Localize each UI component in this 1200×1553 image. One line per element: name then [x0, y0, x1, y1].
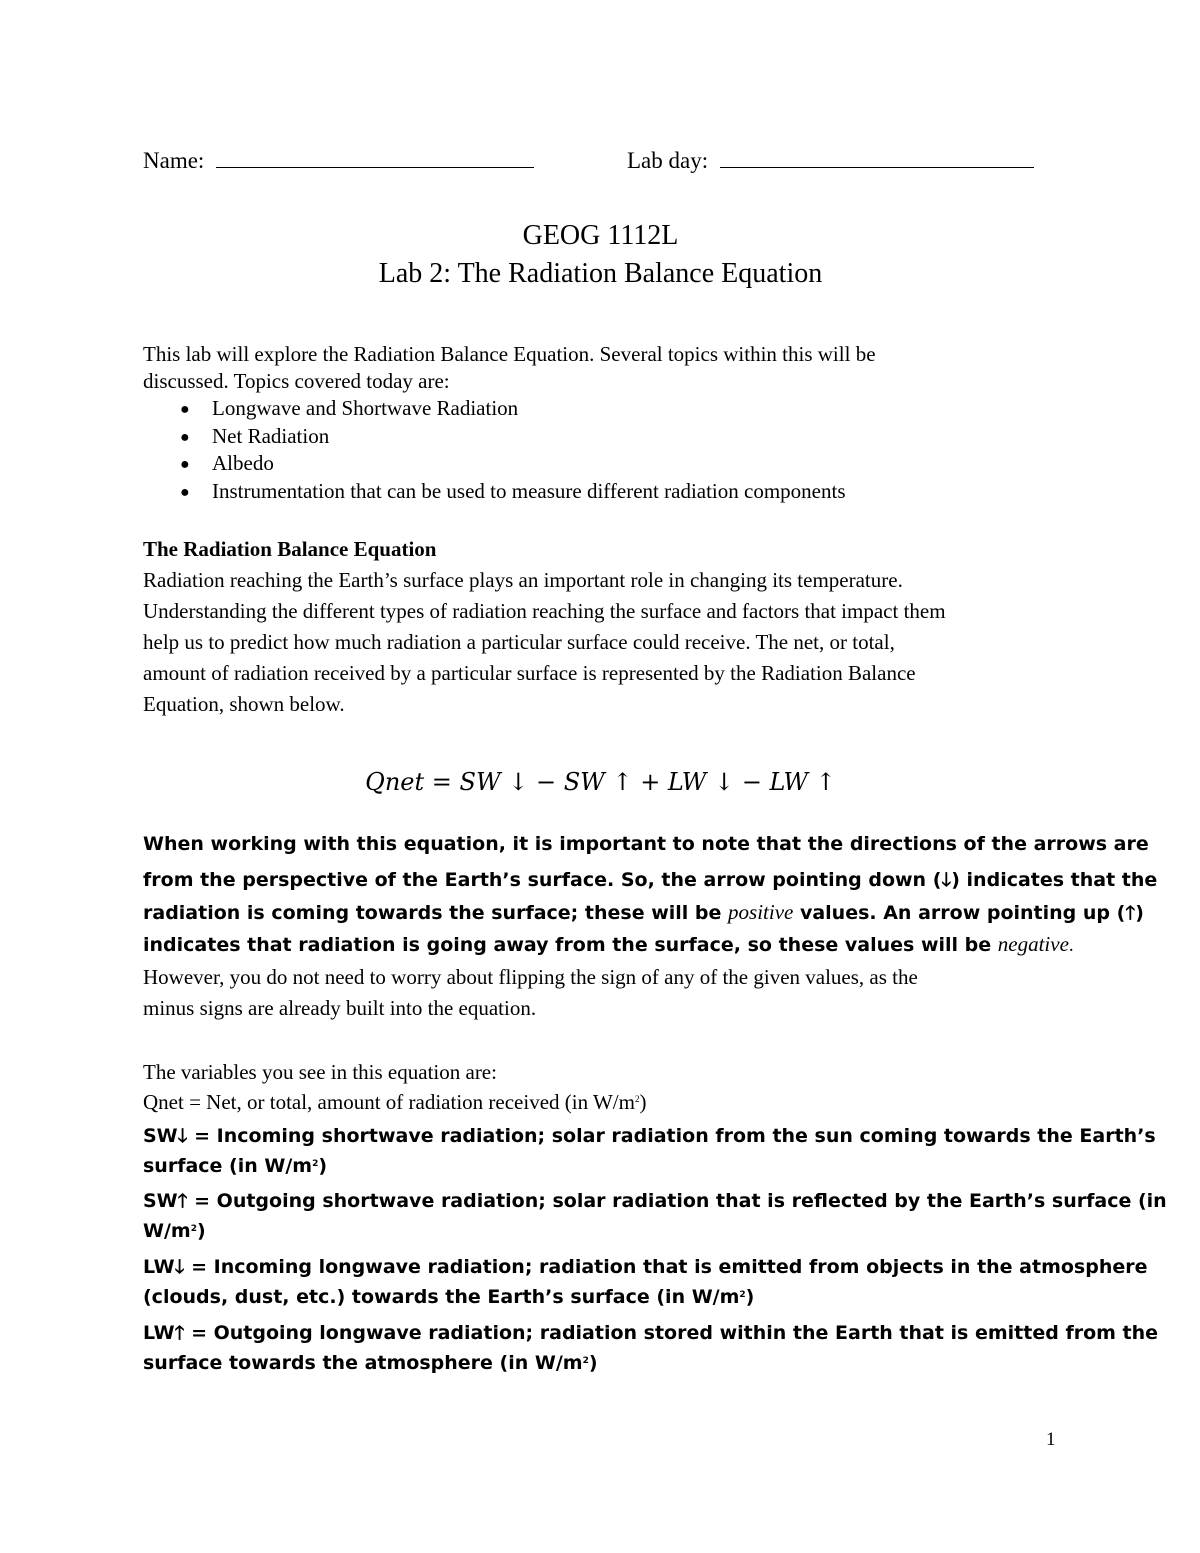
list-item: ● Longwave and Shortwave Radiation [180, 396, 519, 420]
name-field[interactable] [143, 145, 534, 174]
variable-sw-down-1: SW🡓 = Incoming shortwave radiation; solar radiation from the sun coming towards the Earth’s [143, 1125, 1156, 1147]
variables-intro: The variables you see in this equation are: [143, 1060, 497, 1084]
name-blank[interactable] [216, 145, 534, 168]
variable-lw-up-1: LW🡑 = Outgoing longwave radiation; radiation stored within the Earth that is emitted from the [143, 1322, 1159, 1344]
labday-blank[interactable] [720, 145, 1034, 168]
variable-lw-up-2: surface towards the atmosphere (in $W/m^2$) [143, 1352, 598, 1374]
section-line-5: Equation, shown below. [143, 692, 345, 716]
page-number: 1 [1046, 1429, 1056, 1450]
variable-qnet: Qnet = Net, or total, amount of radiation received (in $W/m^2$) [143, 1090, 647, 1114]
variable-lw-down-2: (clouds, dust, etc.) towards the Earth’s surface (in $W/m^2$) [143, 1286, 755, 1308]
radiation-balance-equation: Qnet = SW ↓ − SW ↑ + LW ↓ − LW ↑ [365, 768, 836, 796]
note-line-4: indicates that radiation is going away from the surface, so these values will be negative. [143, 932, 1074, 956]
bullet-icon: ● [180, 401, 190, 418]
variable-sw-up-1: SW🡑 = Outgoing shortwave radiation; solar radiation that is reflected by the Earth’s surface (in [143, 1190, 1167, 1212]
bullet-icon: ● [180, 428, 190, 446]
list-item: ● Albedo [180, 451, 274, 475]
bullet-icon: ● [180, 483, 190, 501]
name-label: Name: [143, 148, 205, 173]
labday-label: Lab day: [627, 148, 709, 173]
section-line-1: Radiation reaching the Earth’s surface plays an important role in changing its temperature. [143, 568, 903, 592]
note-line-6: minus signs are already built into the equation. [143, 996, 537, 1020]
topic-list [143, 396, 846, 506]
section-heading: The Radiation Balance Equation [143, 537, 437, 561]
note-line-3: radiation is coming towards the surface; these will be positive values. An arrow pointing up (🡑) [143, 900, 1144, 924]
list-item: ● Instrumentation that can be used to measure different radiation components [180, 478, 846, 503]
bullet-icon: ● [180, 456, 190, 473]
variable-sw-up-2: $W/m^2$) [143, 1220, 206, 1242]
lab-title: Lab 2: The Radiation Balance Equation [378, 258, 823, 289]
labday-field[interactable] [627, 145, 1034, 174]
note-line-2: from the perspective of the Earth’s surface. So, the arrow pointing down (🡓) indicates that the [143, 869, 1158, 891]
intro-line-2: discussed. Topics covered today are: [143, 369, 450, 393]
intro-line-1: This lab will explore the Radiation Balance Equation. Several topics within this will be [143, 342, 876, 366]
note-line-5: However, you do not need to worry about flipping the sign of any of the given values, as the [143, 965, 918, 989]
section-line-2: Understanding the different types of radiation reaching the surface and factors that impact them [143, 599, 946, 623]
variable-sw-down-2: surface (in $W/m^2$) [143, 1155, 328, 1177]
list-item: ● Net Radiation [180, 423, 330, 448]
course-title: GEOG 1112L [522, 220, 679, 251]
negative-word: negative [997, 932, 1069, 956]
positive-word: positive [728, 900, 794, 924]
section-line-3: help us to predict how much radiation a particular surface could receive. The net, or total, [143, 630, 895, 654]
note-line-1: When working with this equation, it is important to note that the directions of the arrows are [143, 833, 1149, 855]
section-line-4: amount of radiation received by a particular surface is represented by the Radiation Balance [143, 661, 916, 685]
variable-lw-down-1: LW🡓 = Incoming longwave radiation; radiation that is emitted from objects in the atmosphere [143, 1256, 1148, 1278]
